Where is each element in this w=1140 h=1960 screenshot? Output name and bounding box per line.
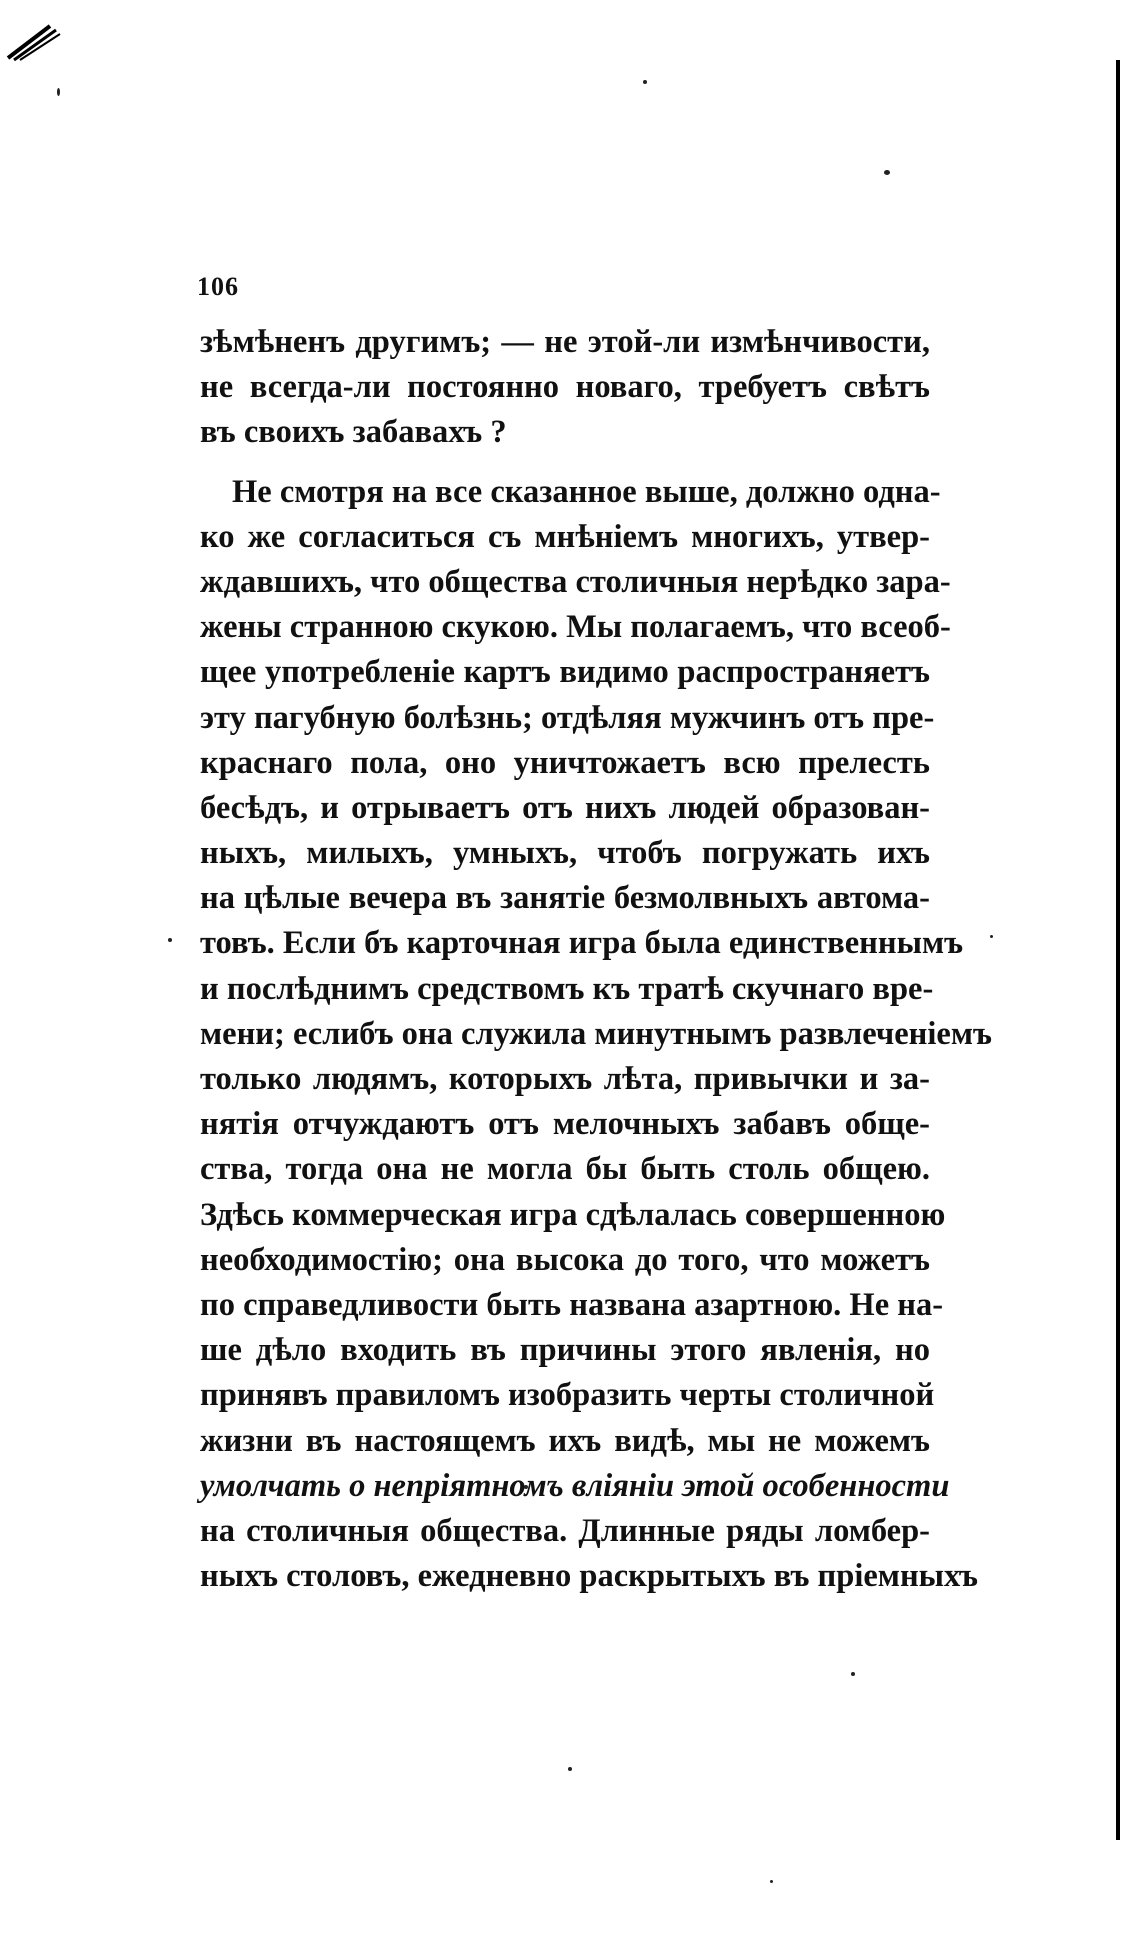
text-line: мени; еслибъ она служила минутнымъ развлеченіемъ xyxy=(200,1015,992,1052)
text-line: ныхъ столовъ, ежедневно раскрытыхъ въ пріемныхъ xyxy=(200,1558,979,1595)
text-line: ства, тогда она не могла бы быть столь общею. xyxy=(200,1151,930,1188)
scan-speck xyxy=(851,1672,855,1676)
text-line: необходимостію; она высока до того, что можетъ xyxy=(200,1241,930,1278)
text-line: умолчать о непріятномъ вліяніи этой особенности xyxy=(200,1467,950,1504)
text-line: по справедливости быть названа азартною. Не на- xyxy=(200,1286,944,1323)
scan-speck xyxy=(990,935,993,938)
text-line: Не смотря на все сказанное выше, должно одна- xyxy=(232,473,941,510)
text-line: ше дѣло входить въ причины этого явленія, но xyxy=(200,1332,930,1369)
text-line: только людямъ, которыхъ лѣта, привычки и за- xyxy=(200,1061,930,1097)
text-line: на цѣлые вечера въ занятіе безмолвныхъ автома- xyxy=(200,880,930,917)
scan-corner-mark xyxy=(6,22,66,62)
text-line: не всегда-ли постоянно новаго, требуетъ свѣтъ xyxy=(200,369,930,406)
scan-speck xyxy=(770,1880,773,1883)
text-line: ко же согласиться съ мнѣніемъ многихъ, утвер- xyxy=(200,518,930,555)
text-line: бесѣдъ, и отрываетъ отъ нихъ людей образован- xyxy=(200,789,930,826)
scan-speck xyxy=(884,170,890,175)
text-line: краснаго пола, оно уничтожаетъ всю прелесть xyxy=(200,744,930,781)
text-line: принявъ правиломъ изобразить черты столичной xyxy=(200,1377,935,1414)
text-line: жизни въ настоящемъ ихъ видѣ, мы не можемъ xyxy=(200,1422,930,1459)
scan-speck xyxy=(568,1767,572,1771)
page-edge-shadow xyxy=(1116,60,1120,1840)
scan-speck xyxy=(57,88,60,96)
text-line: въ своихъ забавахъ ? xyxy=(200,414,507,451)
text-line: Здѣсь коммерческая игра сдѣлалась совершенною xyxy=(200,1196,946,1233)
text-line: зѣмѣненъ другимъ; — не этой-ли измѣнчивости, xyxy=(200,324,930,360)
text-line: жены странною скукою. Мы полагаемъ, что всеоб- xyxy=(200,609,951,646)
page-number: 106 xyxy=(197,272,239,301)
text-line: ждавшихъ, что общества столичныя нерѣдко зара- xyxy=(200,563,951,600)
scan-speck xyxy=(168,938,172,942)
scan-speck xyxy=(643,80,647,84)
text-line: ныхъ, милыхъ, умныхъ, чтобъ погружать ихъ xyxy=(200,835,930,872)
paragraph-2 xyxy=(200,470,992,1600)
paragraph-1 xyxy=(200,320,930,456)
text-line: и послѣднимъ средствомъ къ тратѣ скучнаго вре- xyxy=(200,970,934,1007)
text-line: на столичныя общества. Длинные ряды ломбер- xyxy=(200,1512,930,1549)
text-line: щее употребленіе картъ видимо распространяетъ xyxy=(200,654,930,691)
page-text xyxy=(200,320,992,1599)
text-line: нятія отчуждаютъ отъ мелочныхъ забавъ обще- xyxy=(200,1106,930,1143)
text-line: товъ. Если бъ карточная игра была единственнымъ xyxy=(200,925,964,962)
text-line: эту пагубную болѣзнь; отдѣляя мужчинъ отъ пре- xyxy=(200,699,935,736)
